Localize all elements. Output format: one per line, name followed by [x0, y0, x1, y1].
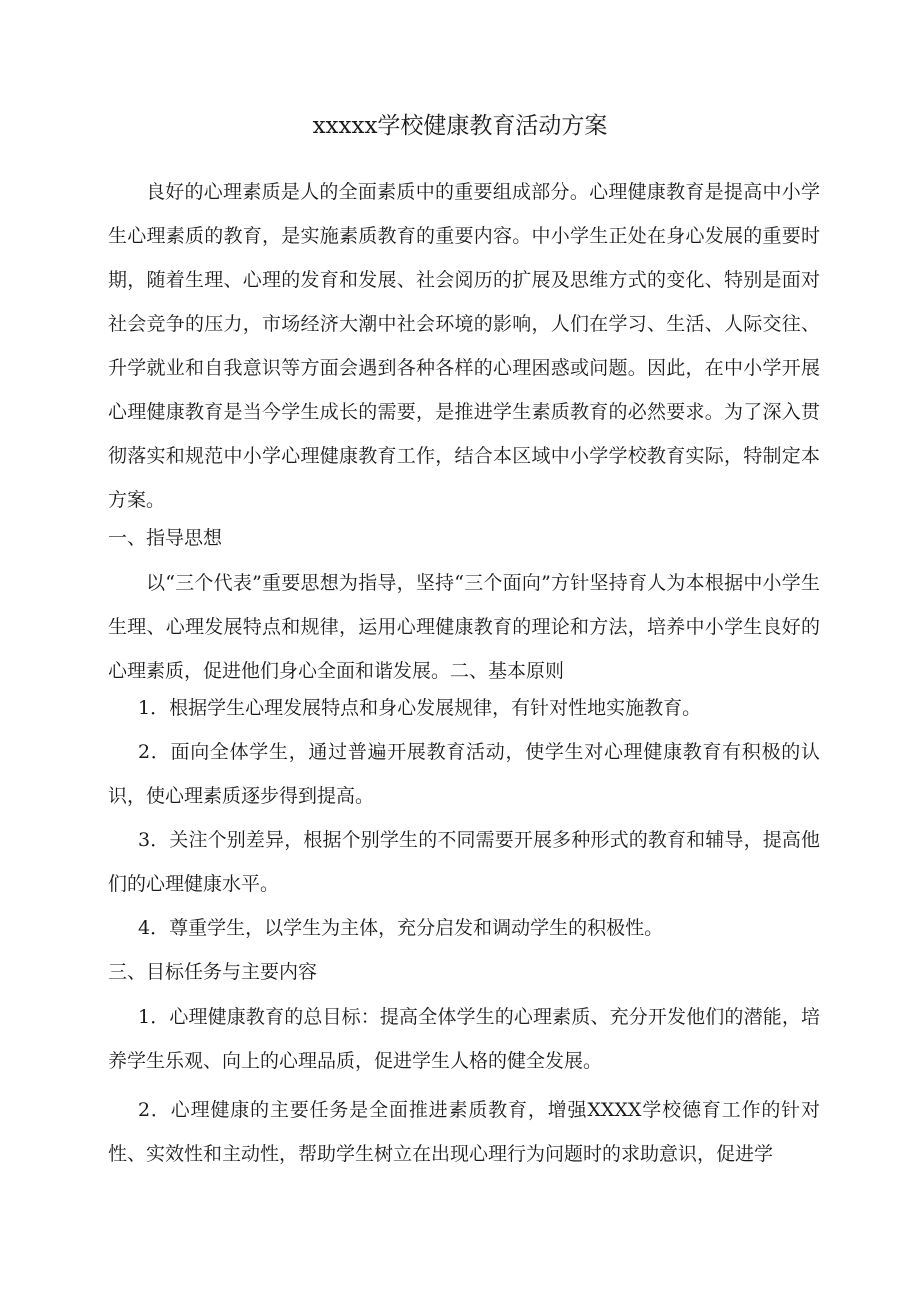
guiding-ideology-paragraph: 以“三个代表”重要思想为指导，坚持“三个面向”方针坚持育人为本根据中小学生生理、心理发展特点和规律，运用心理健康教育的理论和方法，培养中小学生良好的心理素质，促进他们身心全面和谐发展。二、基本原则 [108, 572, 820, 682]
section-heading-guiding-ideology: 一、指导思想 [108, 527, 223, 549]
principle-item-3: 3．关注个别差异，根据个别学生的不同需要开展多种形式的教育和辅导，提高他们的心理健康水平。 [108, 829, 820, 895]
document-title: xxxxx学校健康教育活动方案 [312, 113, 608, 139]
principle-item-1: 1．根据学生心理发展特点和身心发展规律，有针对性地实施教育。 [138, 697, 702, 719]
goal-item-1: 1．心理健康教育的总目标：提高全体学生的心理素质、充分开发他们的潜能，培养学生乐观、向上的心理品质，促进学生人格的健全发展。 [108, 1006, 820, 1072]
principle-item-4: 4．尊重学生，以学生为主体，充分启发和调动学生的积极性。 [138, 917, 664, 939]
section-heading-goals-tasks: 三、目标任务与主要内容 [108, 961, 318, 983]
principle-item-2: 2．面向全体学生，通过普遍开展教育活动，使学生对心理健康教育有积极的认识，使心理素质逐步得到提高。 [108, 741, 820, 807]
goal-item-2: 2．心理健康的主要任务是全面推进素质教育，增强XXXX学校德育工作的针对性、实效性和主动性，帮助学生树立在出现心理行为问题时的求助意识，促进学 [108, 1099, 820, 1165]
intro-paragraph: 良好的心理素质是人的全面素质中的重要组成部分。心理健康教育是提高中小学生心理素质的教育，是实施素质教育的重要内容。中小学生正处在身心发展的重要时期，随着生理、心理的发育和发展、社会阅历的扩展及思维方式的变化、特别是面对社会竞争的压力，市场经济大潮中社会环境的影响，人们在学习、生活、人际交往、升学就业和自我意识等方面会遇到各种各样的心理困惑或问题。因此，在中小学开展心理健康教育是当今学生成长的需要，是推进学生素质教育的必然要求。为了深入贯彻落实和规范中小学心理健康教育工作，结合本区域中小学学校教育实际，特制定本方案。 [108, 181, 820, 511]
